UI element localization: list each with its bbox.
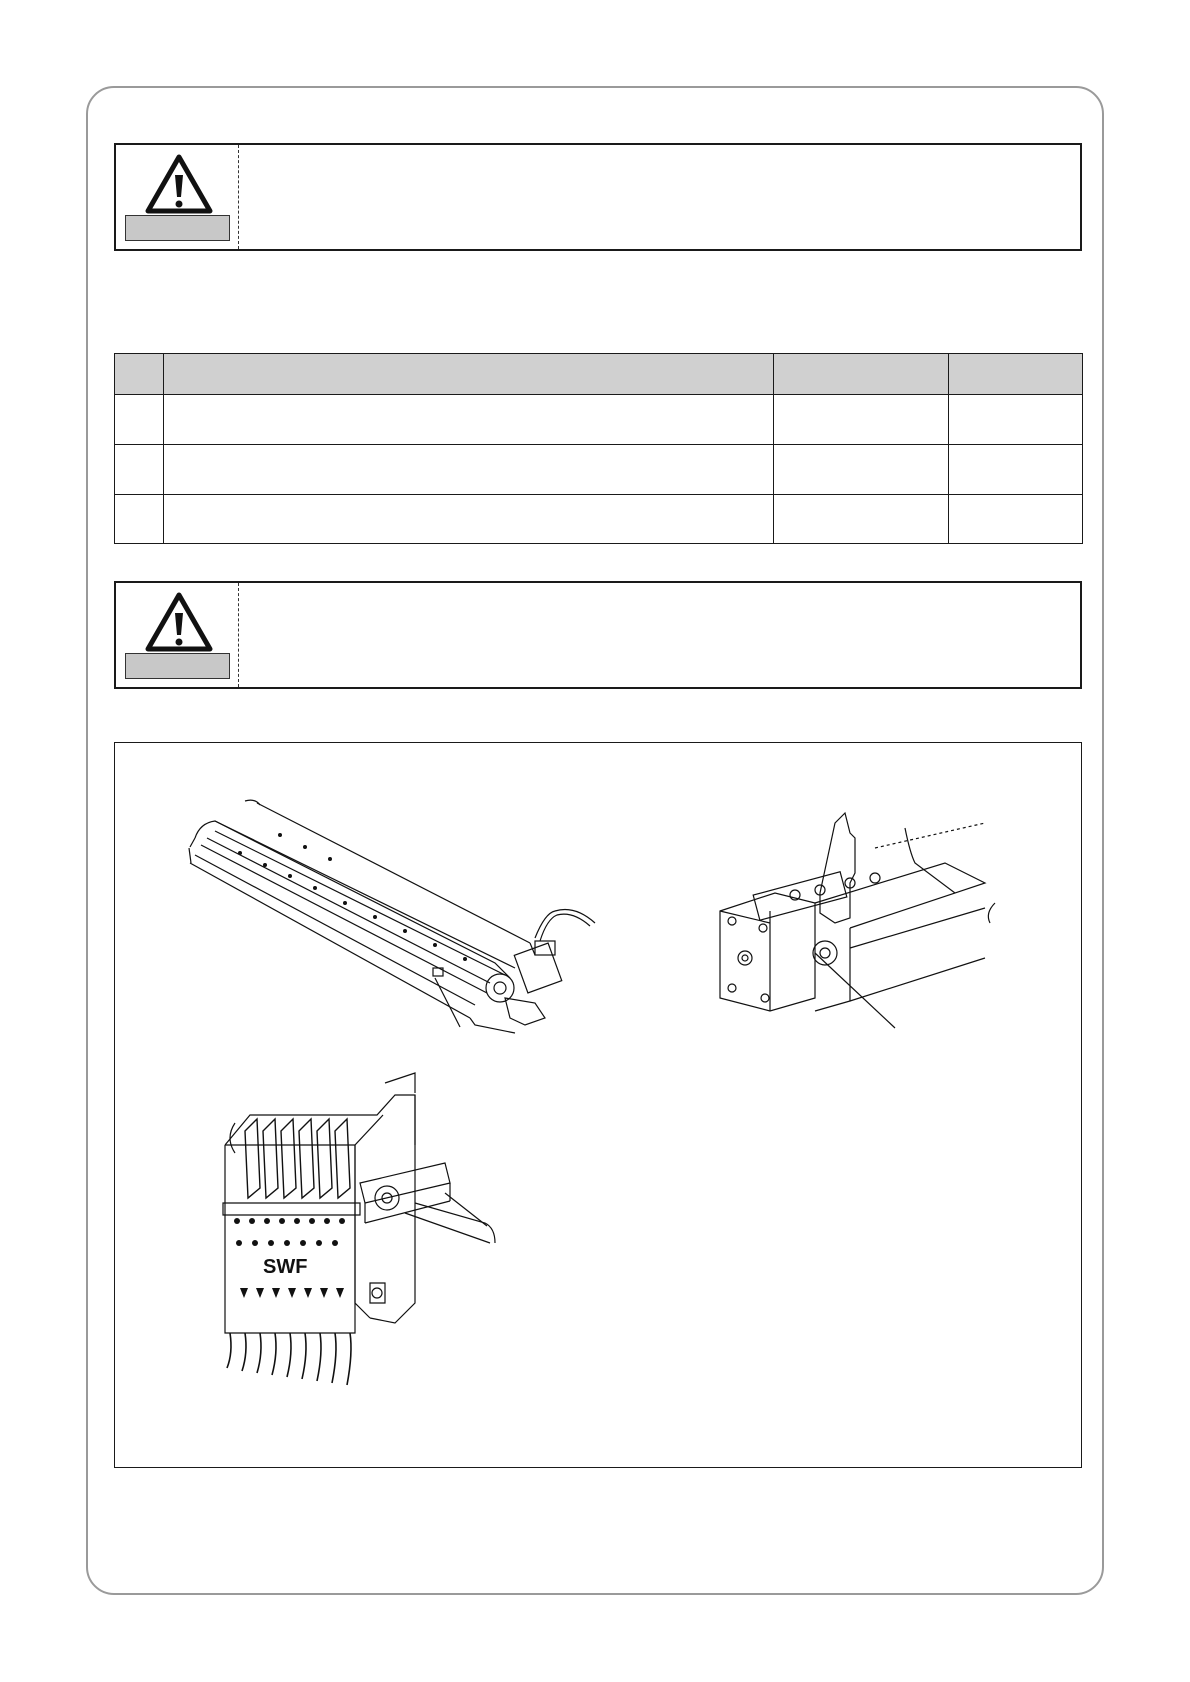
cell (164, 445, 774, 495)
cell (164, 495, 774, 544)
warning-box-1 (114, 143, 1082, 251)
cell (949, 395, 1083, 445)
figure-box (114, 742, 1082, 1468)
table-row (115, 445, 1083, 495)
warning-box-2 (114, 581, 1082, 689)
header-description (164, 354, 774, 395)
cell (115, 445, 164, 495)
cell (164, 395, 774, 445)
table-row (115, 495, 1083, 544)
header-no (115, 354, 164, 395)
cell (774, 395, 949, 445)
parts-table (114, 353, 1083, 544)
cell (949, 495, 1083, 544)
header-part-code (774, 354, 949, 395)
warning-divider (238, 145, 239, 249)
rail-motor-illustration (189, 800, 595, 1033)
warning-triangle-icon (144, 591, 214, 658)
warning-label-bar (125, 653, 230, 679)
cell (949, 445, 1083, 495)
cell (774, 445, 949, 495)
table-header-row (115, 354, 1083, 395)
warning-triangle-icon (144, 153, 214, 220)
embroidery-head-illustration (223, 1073, 495, 1385)
cell (115, 495, 164, 544)
brand-logo: SWF (263, 1256, 308, 1278)
table-row (115, 395, 1083, 445)
header-quantity (949, 354, 1083, 395)
cell (774, 495, 949, 544)
end-block-illustration (720, 813, 995, 1028)
warning-divider (238, 583, 239, 687)
cell (115, 395, 164, 445)
warning-label-bar (125, 215, 230, 241)
